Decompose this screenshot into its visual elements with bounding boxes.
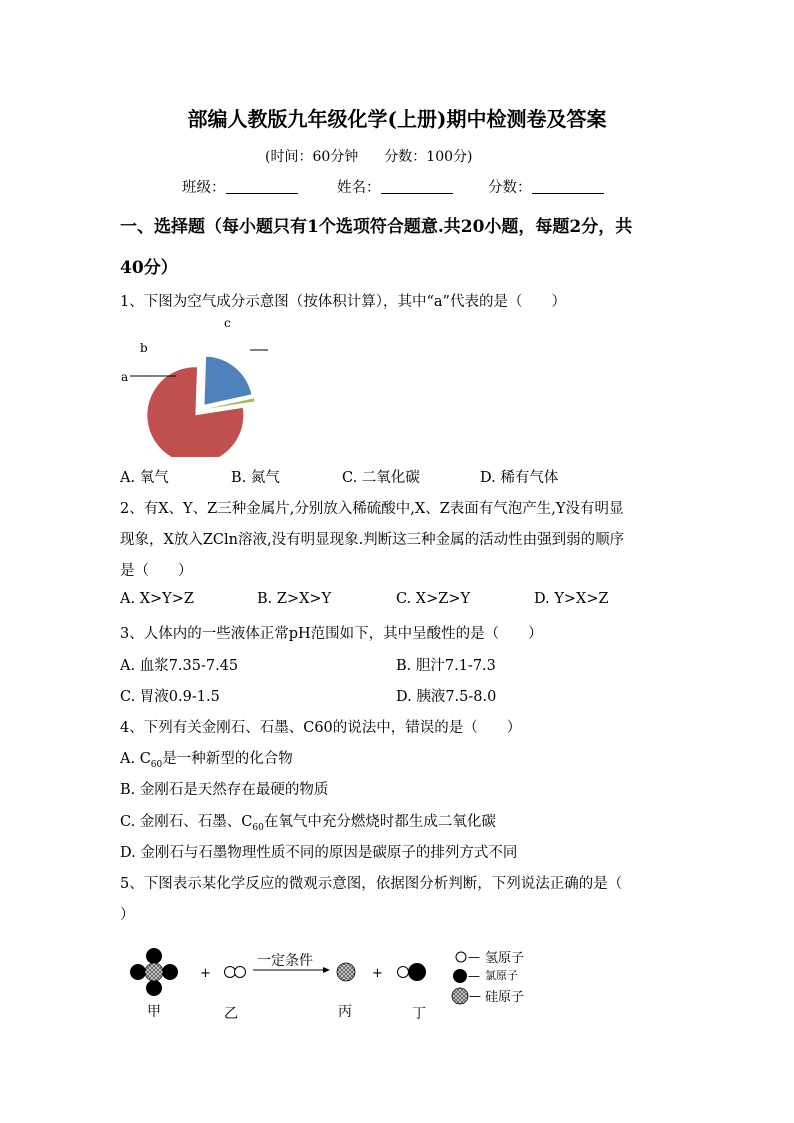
- legend-silicon: 硅原子: [485, 990, 525, 1005]
- score-label: 分数：: [488, 180, 532, 196]
- q4-option-a-text: 是一种新型的化合物: [162, 751, 293, 767]
- q3-option-d[interactable]: D. 胰液7.5-8.0: [396, 689, 497, 705]
- legend-hydrogen: 氢原子: [485, 951, 525, 966]
- q3-option-c[interactable]: C. 胃液0.9-1.5: [120, 689, 220, 705]
- class-blank: [226, 179, 298, 194]
- q4-option-c-prefix: C. 金刚石、石墨、C: [120, 814, 253, 830]
- legend-dash-1: —: [468, 950, 480, 964]
- q4-option-c-text: 在氧气中充分燃烧时都生成二氧化碳: [263, 814, 496, 830]
- exam-score: 分数：100分): [384, 149, 473, 165]
- molecule-bing: [337, 963, 355, 981]
- exam-meta: [265, 146, 498, 166]
- q4-option-d[interactable]: D. 金刚石与石墨物理性质不同的原因是碳原子的排列方式不同: [120, 845, 518, 861]
- section-heading-line2: 40分）: [120, 258, 178, 278]
- name-label: 姓名：: [337, 180, 381, 196]
- question-2-line3: 是（ ）: [120, 563, 193, 579]
- q1-option-c[interactable]: C. 二氧化碳: [342, 470, 420, 486]
- question-5-line2: ）: [120, 907, 135, 923]
- question-3: 3、人体内的一些液体正常pH范围如下，其中呈酸性的是（ ）: [120, 626, 543, 642]
- air-composition-pie-chart: [118, 312, 268, 457]
- label-a: a: [121, 370, 129, 384]
- reaction-micro-diagram: [120, 940, 560, 1025]
- q3-option-b[interactable]: B. 胆汁7.1-7.3: [396, 658, 496, 674]
- page-title: 部编人教版九年级化学(上册)期中检测卷及答案: [187, 107, 607, 131]
- exam-time: (时间：60分钟: [265, 149, 359, 165]
- question-5-line1: 5、下图表示某化学反应的微观示意图，依据图分析判断，下列说法正确的是（: [120, 876, 623, 892]
- legend-dash-2: —: [468, 969, 480, 983]
- q4-option-b[interactable]: B. 金刚石是天然存在最硬的物质: [120, 782, 329, 798]
- q4-option-a[interactable]: [120, 747, 293, 770]
- q1-option-d[interactable]: D. 稀有气体: [480, 470, 559, 486]
- q3-option-a[interactable]: A. 血浆7.35-7.45: [120, 658, 239, 674]
- name-blank: [381, 179, 453, 194]
- label-b: b: [140, 341, 148, 355]
- q4-option-c[interactable]: [120, 810, 496, 833]
- q2-option-c[interactable]: C. X>Z>Y: [396, 591, 471, 607]
- question-2-line1: 2、有X、Y、Z三种金属片,分别放入稀硫酸中,X、Z表面有气泡产生,Y没有明显: [120, 501, 624, 517]
- condition-label: 一定条件: [257, 953, 313, 969]
- label-jia: 甲: [147, 1004, 161, 1020]
- plus-1: +: [200, 966, 211, 981]
- legend-silicon-symbol: [452, 988, 468, 1004]
- q4-option-a-prefix: A. C: [120, 751, 151, 767]
- question-4: 4、下列有关金刚石、石墨、C60的说法中，错误的是（ ）: [120, 720, 522, 736]
- q1-option-a[interactable]: A. 氧气: [120, 470, 169, 486]
- q4-option-c-subscript: 60: [252, 822, 264, 833]
- legend: [452, 950, 524, 1005]
- label-bing: 丙: [338, 1004, 352, 1020]
- pie-slice-c: [204, 357, 251, 405]
- section-heading-line1: 一、选择题（每小题只有1个选项符合题意.共20小题，每题2分，共: [120, 217, 633, 237]
- score-blank: [532, 179, 604, 194]
- question-1: 1、下图为空气成分示意图（按体积计算），其中“a”代表的是（ ）: [120, 294, 566, 310]
- plus-2: +: [372, 966, 383, 981]
- label-yi: 乙: [224, 1006, 238, 1022]
- label-c: c: [224, 316, 231, 330]
- q2-option-d[interactable]: D. Y>X>Z: [534, 591, 609, 607]
- q1-option-b[interactable]: B. 氮气: [231, 470, 280, 486]
- class-field: [182, 176, 298, 197]
- legend-hydrogen-symbol: [456, 952, 466, 962]
- label-ding: 丁: [412, 1006, 426, 1022]
- score-field: [488, 176, 604, 197]
- q2-option-a[interactable]: A. X>Y>Z: [120, 591, 194, 607]
- molecule-jia: [130, 948, 178, 996]
- class-label: 班级：: [182, 180, 226, 196]
- legend-chlorine-symbol: [453, 969, 467, 983]
- legend-chlorine: 氯原子: [485, 969, 518, 982]
- q2-option-b[interactable]: B. Z>X>Y: [257, 591, 332, 607]
- legend-dash-3: —: [469, 989, 481, 1003]
- molecule-yi: [225, 967, 246, 978]
- question-2-line2: 现象，X放入ZCln溶液,没有明显现象.判断这三种金属的活动性由强到弱的顺序: [120, 532, 625, 548]
- arrow-head: [323, 967, 330, 973]
- molecule-ding: [398, 963, 427, 981]
- name-field: [337, 176, 453, 197]
- q4-option-a-subscript: 60: [150, 759, 163, 770]
